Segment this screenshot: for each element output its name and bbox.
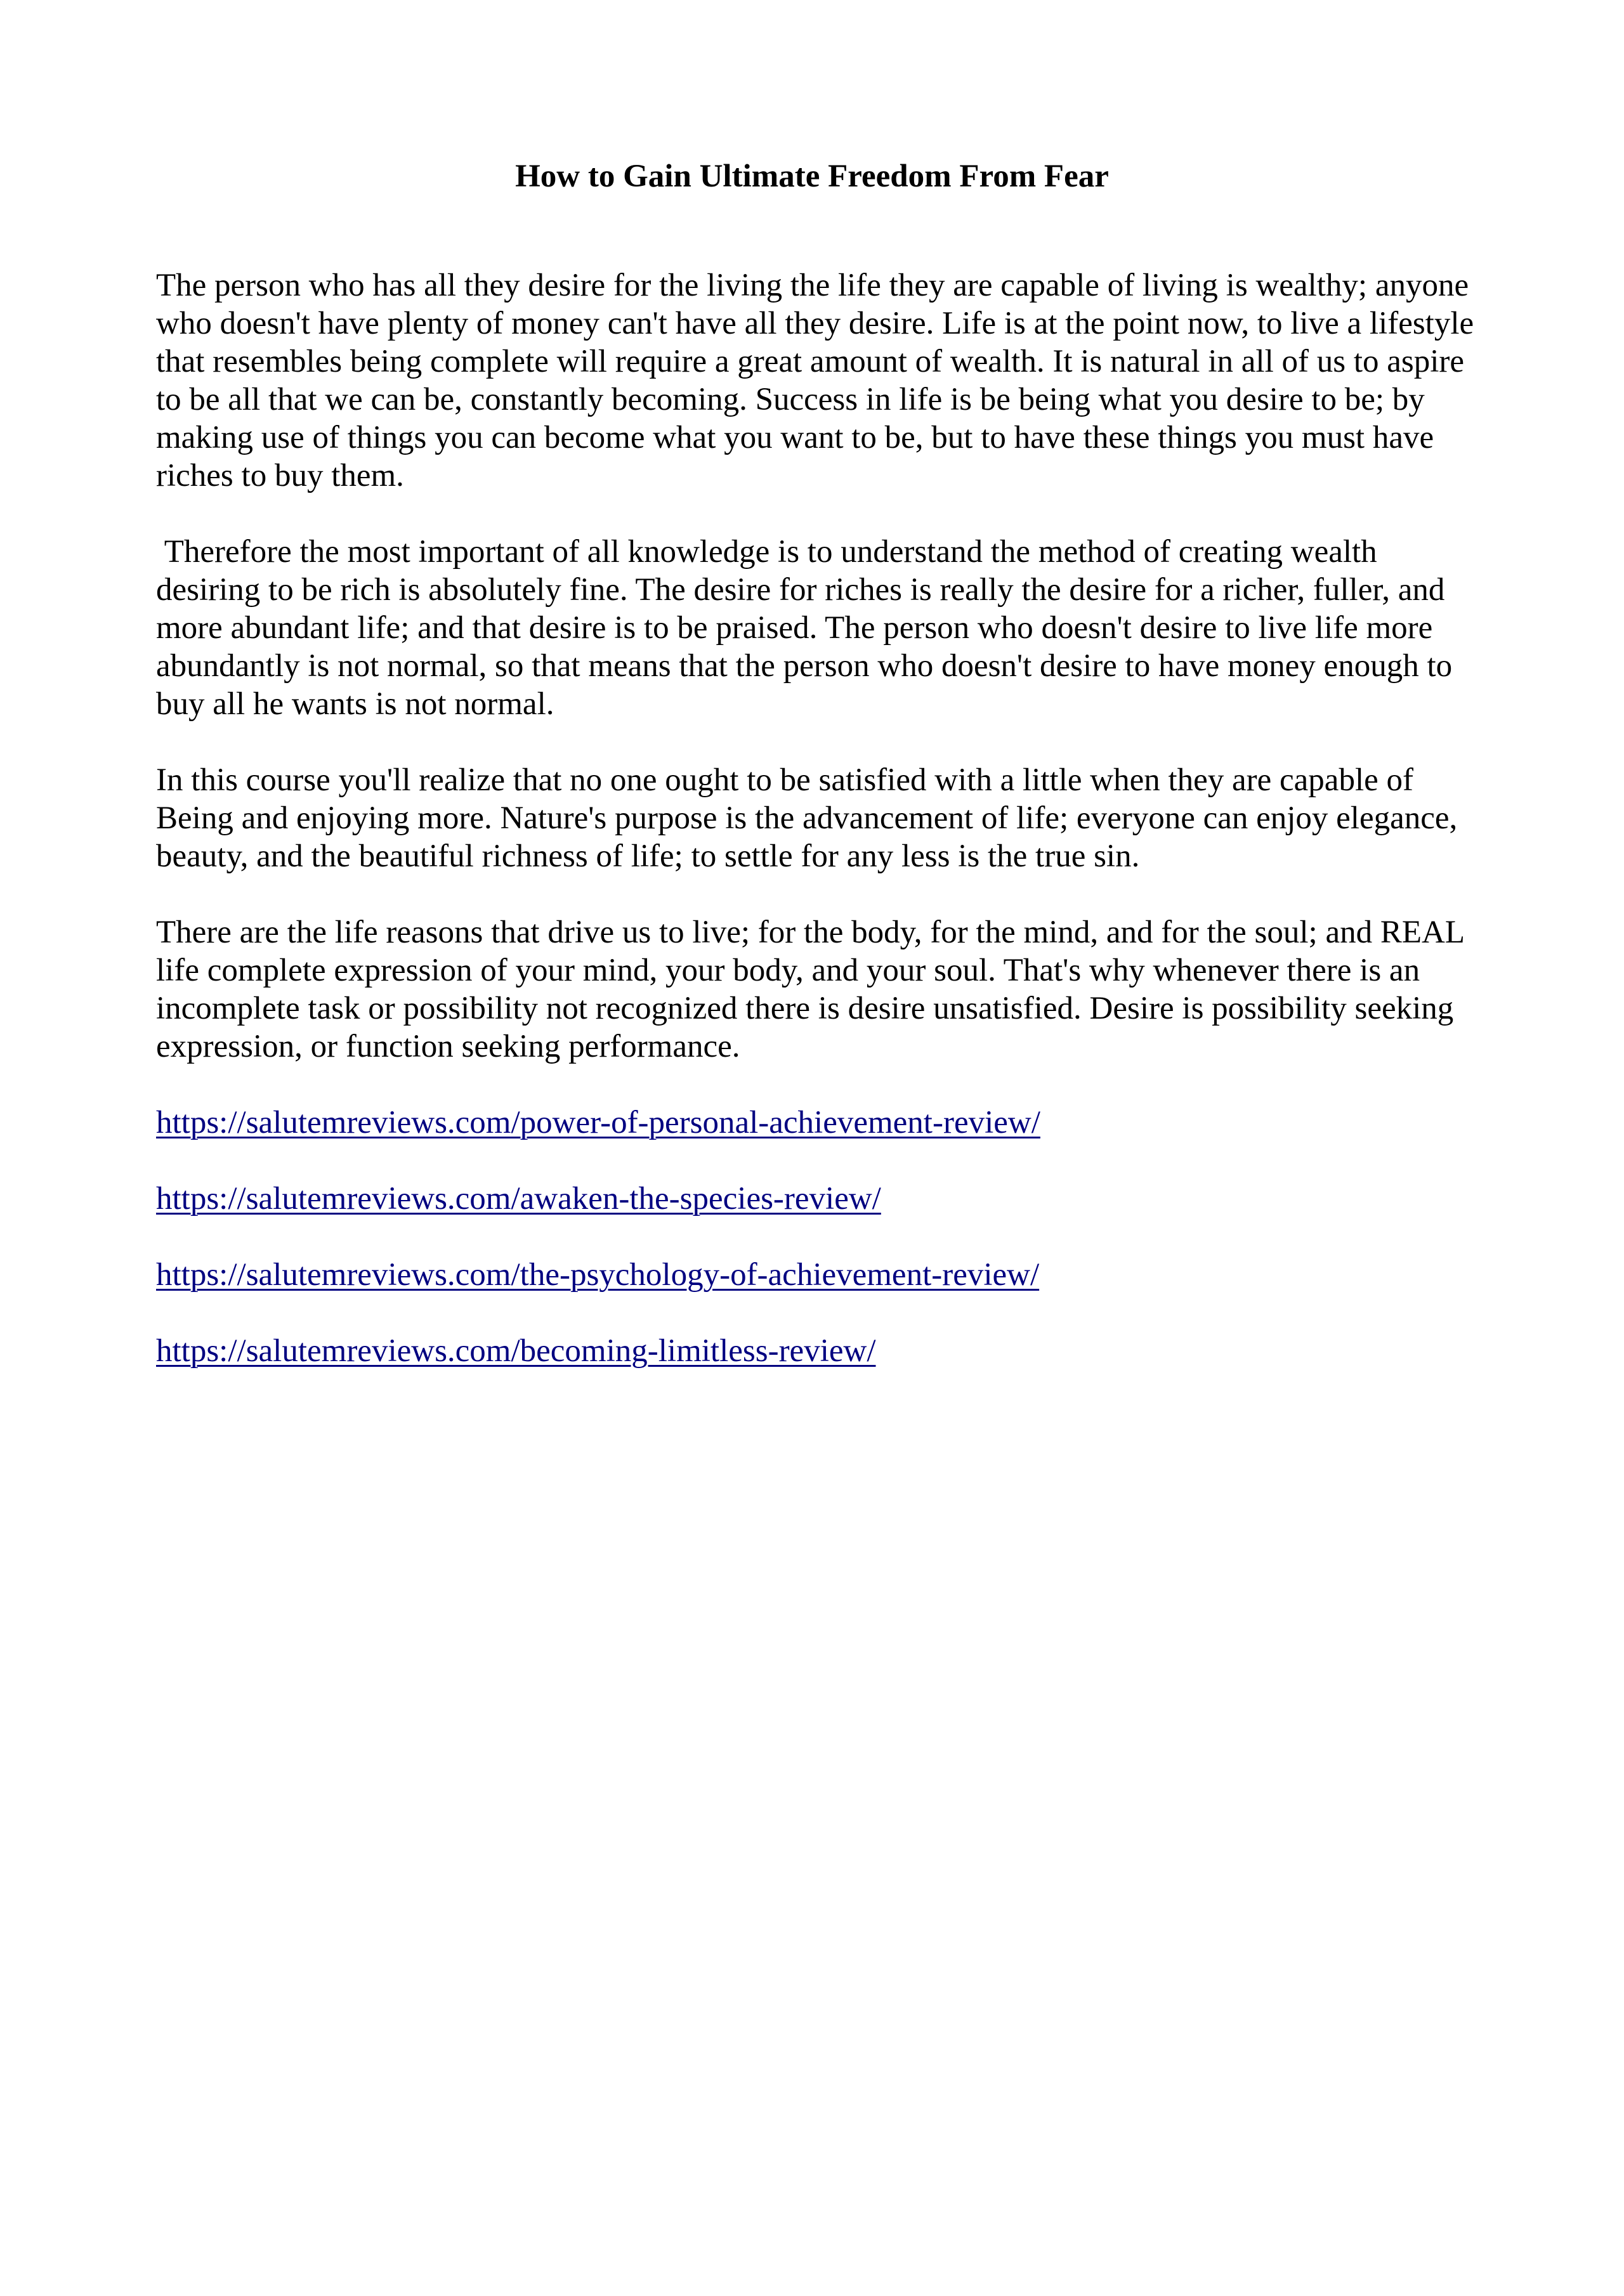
review-link-psychology-of-achievement[interactable]: https://salutemreviews.com/the-psychology-of-achievement-review/	[156, 1257, 1040, 1293]
body-paragraph-4: There are the life reasons that drive us to live; for the body, for the mind, and for the soul; and REAL life complete expression of your mind, your body, and your soul. That's why whenever there is an incomplete task or possibility not recognized there is desire unsatisfied. Desire is possibility seeking expression, or function seeking performance.	[156, 915, 1472, 1064]
review-link-awaken-the-species[interactable]: https://salutemreviews.com/awaken-the-species-review/	[156, 1181, 881, 1216]
body-paragraph-2: Therefore the most important of all knowledge is to understand the method of creating wealth desiring to be rich is absolutely fine. The desire for riches is really the desire for a richer, fuller, and more abundant life; and that desire is to be praised. The person who doesn't desire to live life more abundantly is not normal, so that means that the person who doesn't desire to have money enough to buy all he wants is not normal.	[156, 534, 1460, 722]
body-paragraph-3: In this course you'll realize that no one ought to be satisfied with a little when they are capable of Being and enjoying more. Nature's purpose is the advancement of life; everyone can enjoy elegance, beauty, and the beautiful richness of life; to settle for any less is the true sin.	[156, 762, 1466, 874]
document-body	[156, 266, 1488, 1408]
review-link-becoming-limitless[interactable]: https://salutemreviews.com/becoming-limitless-review/	[156, 1333, 876, 1369]
body-paragraph-1: The person who has all they desire for the living the life they are capable of living is wealthy; anyone who doesn't have plenty of money can't have all they desire. Life is at the point now, to live a lifestyle that resembles being complete will require a great amount of wealth. It is natural in all of us to aspire to be all that we can be, constantly becoming. Success in life is be being what you desire to be; by making use of things you can become what you want to be, but to have these things you must have riches to buy them.	[156, 268, 1482, 493]
review-link-power-of-personal-achievement[interactable]: https://salutemreviews.com/power-of-personal-achievement-review/	[156, 1105, 1040, 1140]
document-title: How to Gain Ultimate Freedom From Fear	[515, 159, 1109, 194]
